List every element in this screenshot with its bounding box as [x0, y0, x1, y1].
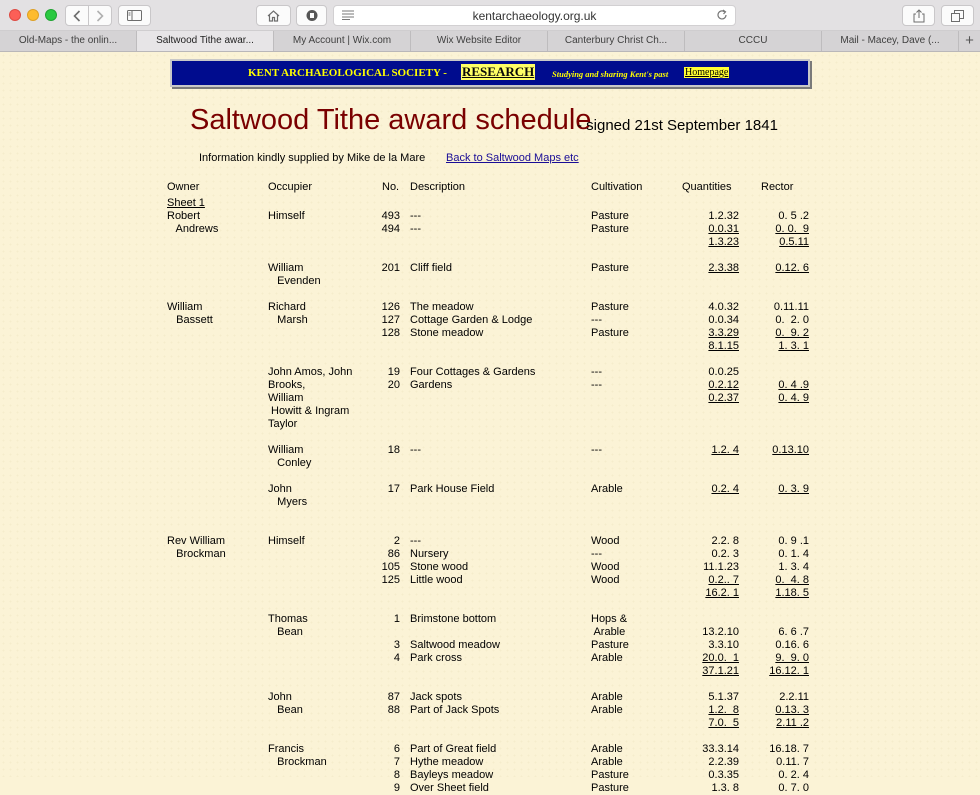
plot-description: Saltwood meadow	[410, 639, 500, 651]
history-nav	[65, 5, 112, 26]
cultivation-type: Arable	[591, 743, 623, 755]
quantity-value: 33.3.14	[702, 743, 739, 755]
cultivation-type: ---	[591, 314, 602, 326]
cultivation-type: Arable	[591, 756, 623, 768]
cultivation-type: Arable	[591, 626, 626, 638]
quantity-value: 37.1.21	[702, 665, 739, 677]
quantity-value: 1.2. 4	[711, 444, 739, 456]
rector-value: 0.11.11	[773, 301, 809, 313]
cultivation-type: Hops &	[591, 613, 628, 625]
rector-value: 0.13. 3	[775, 704, 809, 716]
plot-description: ---	[410, 444, 421, 456]
rector-value: 0. 0. 9	[775, 223, 809, 235]
owner-name: Andrews	[167, 223, 219, 235]
society-tagline: Studying and sharing Kent's past	[552, 69, 669, 79]
occupier-name: Thomas	[268, 613, 308, 625]
quantity-value: 1.2.32	[708, 210, 739, 222]
home-icon	[267, 10, 280, 22]
plot-description: ---	[410, 210, 421, 222]
browser-toolbar	[0, 0, 980, 31]
plot-number: 20	[387, 379, 400, 391]
cultivation-type: Arable	[591, 691, 623, 703]
quantity-value: 5.1.37	[708, 691, 739, 703]
plot-number: 126	[381, 301, 400, 313]
plot-number: 105	[381, 561, 400, 573]
rector-value: 16.18. 7	[769, 743, 809, 755]
plot-number: 9	[393, 782, 400, 794]
rector-value: 2.2.11	[779, 691, 809, 703]
rector-value: 1. 3. 1	[778, 340, 809, 352]
rector-value: 1. 3. 4	[778, 561, 809, 573]
sidebar-toggle-button[interactable]	[118, 5, 151, 26]
quantity-value: 2.3.38	[708, 262, 739, 274]
zoom-window-button[interactable]	[45, 9, 57, 21]
rector-value: 9. 9. 0	[775, 652, 809, 664]
page-content	[0, 52, 980, 794]
plot-number: 494	[381, 223, 400, 235]
plot-number: 7	[393, 756, 400, 768]
cultivation-type: ---	[591, 548, 602, 560]
page-subtitle: - signed 21st September 1841	[577, 117, 778, 134]
quantity-value: 0.0.34	[708, 314, 739, 326]
cultivation-type: ---	[591, 444, 602, 456]
plot-number: 86	[387, 548, 400, 560]
tab-old-maps[interactable]: Old-Maps - the onlin...	[0, 31, 137, 51]
plot-number: 87	[387, 691, 400, 703]
rector-value: 0.11. 7	[776, 756, 809, 768]
plot-number: 125	[381, 574, 400, 586]
plot-description: Little wood	[410, 574, 463, 586]
rector-value: 0. 2. 4	[778, 769, 809, 781]
plot-description: ---	[410, 535, 421, 547]
rector-value: 0. 5 .2	[778, 210, 809, 222]
minimize-window-button[interactable]	[27, 9, 39, 21]
plot-description: Cottage Garden & Lodge	[410, 314, 533, 326]
cultivation-type: Pasture	[591, 327, 629, 339]
cultivation-type: Pasture	[591, 782, 629, 794]
quantity-value: 3.3.10	[708, 639, 739, 651]
home-button[interactable]	[256, 5, 291, 26]
plot-number: 3	[393, 639, 400, 651]
tab-wix-editor[interactable]: Wix Website Editor	[411, 31, 548, 51]
header-description: Description	[410, 181, 466, 193]
header-owner: Owner	[167, 181, 200, 193]
site-banner	[170, 59, 810, 87]
plot-description: Stone meadow	[410, 327, 484, 339]
share-button[interactable]	[902, 5, 935, 26]
quantity-value: 1.3.23	[708, 236, 739, 248]
occupier-name: John	[268, 691, 292, 703]
plot-description: Nursery	[410, 548, 449, 560]
plot-description: Jack spots	[410, 691, 462, 703]
rector-value: 0. 4. 8	[775, 574, 809, 586]
occupier-name: Myers	[268, 496, 308, 508]
tab-mail[interactable]: Mail - Macey, Dave (...	[822, 31, 959, 51]
plot-description: ---	[410, 223, 421, 235]
plot-description: Park cross	[410, 652, 462, 664]
share-icon	[913, 9, 925, 23]
occupier-name: Howitt & Ingram	[268, 405, 350, 417]
plot-description: Hythe meadow	[410, 756, 484, 768]
plot-description: Brimstone bottom	[410, 613, 497, 625]
occupier-name: Francis	[268, 743, 305, 755]
plot-description: Bayleys meadow	[410, 769, 494, 781]
cultivation-type: Pasture	[591, 769, 629, 781]
back-to-maps-link[interactable]: Back to Saltwood Maps etc	[446, 152, 579, 164]
tab-canterbury-christ-church[interactable]: Canterbury Christ Ch...	[548, 31, 685, 51]
cultivation-type: Wood	[591, 574, 620, 586]
occupier-name: Bean	[268, 626, 303, 638]
chevron-left-icon	[73, 10, 81, 22]
occupier-name: Marsh	[268, 314, 308, 326]
plot-description: Park House Field	[410, 483, 495, 495]
occupier-name: Evenden	[268, 275, 321, 287]
rector-value: 0.13.10	[772, 444, 809, 456]
owner-name: William	[167, 301, 203, 313]
quantity-value: 8.1.15	[708, 340, 739, 352]
plot-description: The meadow	[410, 301, 474, 313]
occupier-name: Brooks,	[268, 379, 306, 391]
rector-value: 0.16. 6	[775, 639, 809, 651]
quantity-value: 1.2. 8	[708, 704, 739, 716]
chevron-right-icon	[96, 10, 104, 22]
occupier-name: Taylor	[268, 418, 298, 430]
quantity-value: 0.2.37	[708, 392, 739, 404]
rector-value: 0. 1. 4	[778, 548, 809, 560]
plot-number: 4	[393, 652, 400, 664]
quantity-value: 13.2.10	[702, 626, 739, 638]
quantity-value: 11.1.23	[703, 561, 739, 573]
tab-cccu[interactable]: CCCU	[685, 31, 822, 51]
extension-button[interactable]	[296, 5, 327, 26]
page-title: Saltwood Tithe award schedule	[190, 104, 592, 136]
sheet-label[interactable]: Sheet 1	[167, 197, 205, 209]
occupier-name: William	[268, 392, 304, 404]
plot-number: 8	[393, 769, 400, 781]
reload-icon[interactable]	[716, 9, 728, 21]
quantity-value: 1.3. 8	[711, 782, 739, 794]
close-window-button[interactable]	[9, 9, 21, 21]
cultivation-type: ---	[591, 379, 602, 391]
occupier-name: Richard	[268, 301, 306, 313]
sidebar-icon	[127, 10, 142, 21]
plot-description: Part of Great field	[410, 743, 497, 755]
rector-value: 0. 3. 9	[778, 483, 809, 495]
quantity-value: 3.3.29	[708, 327, 739, 339]
tabs-overview-button[interactable]	[941, 5, 974, 26]
rector-value: 0.5.11	[779, 236, 809, 248]
rector-value: 0. 7. 0	[778, 782, 809, 794]
tab-my-account-wix[interactable]: My Account | Wix.com	[274, 31, 411, 51]
cultivation-type: Arable	[591, 704, 623, 716]
plot-number: 17	[387, 483, 400, 495]
rector-value: 6. 6 .7	[778, 626, 809, 638]
plot-description: Cliff field	[410, 262, 452, 274]
owner-name: Robert	[167, 210, 201, 222]
quantity-value: 16.2. 1	[705, 587, 739, 599]
address-bar[interactable]	[333, 5, 736, 26]
quantity-value: 0.0.31	[708, 223, 739, 235]
plot-description: Gardens	[410, 379, 453, 391]
rector-value: 0. 2. 0	[775, 314, 809, 326]
occupier-name: Himself	[268, 535, 305, 547]
owner-name: Rev William	[167, 535, 226, 547]
cultivation-type: Arable	[591, 483, 623, 495]
cultivation-type: Pasture	[591, 223, 629, 235]
plot-number: 88	[387, 704, 400, 716]
owner-name: Brockman	[167, 548, 226, 560]
cultivation-type: Arable	[591, 652, 623, 664]
plot-number: 201	[381, 262, 400, 274]
back-button[interactable]	[66, 6, 89, 25]
header-quantities: Quantities	[682, 181, 732, 193]
header-rector: Rector	[761, 181, 794, 193]
url-text: kentarchaeology.org.uk	[472, 9, 597, 23]
cultivation-type: Pasture	[591, 639, 629, 651]
quantity-value: 0.3.35	[708, 769, 739, 781]
research-link[interactable]: RESEARCH	[462, 64, 535, 79]
quantity-value: 2.2. 8	[711, 535, 739, 547]
plot-number: 6	[393, 743, 400, 755]
homepage-link[interactable]: Homepage	[685, 67, 729, 78]
header-occupier: Occupier	[268, 181, 313, 193]
cultivation-type: Pasture	[591, 210, 629, 222]
occupier-name: John Amos, John	[268, 366, 353, 378]
header-cultivation: Cultivation	[591, 181, 643, 193]
occupier-name: Brockman	[268, 756, 327, 768]
plot-number: 1	[393, 613, 400, 625]
shield-icon	[306, 9, 318, 22]
quantity-value: 0.2.. 7	[708, 574, 739, 586]
occupier-name: William	[268, 444, 304, 456]
rector-value: 0. 9 .1	[778, 535, 809, 547]
info-text: Information kindly supplied by Mike de la Mare	[199, 152, 426, 164]
plot-description: Over Sheet field	[410, 782, 489, 794]
plot-number: 493	[381, 210, 400, 222]
tab-saltwood-tithe[interactable]: Saltwood Tithe awar...	[137, 31, 274, 51]
quantity-value: 2.2.39	[708, 756, 739, 768]
occupier-name: Himself	[268, 210, 305, 222]
plot-number: 127	[381, 314, 400, 326]
occupier-name: Bean	[268, 704, 303, 716]
plot-description: Four Cottages & Gardens	[410, 366, 536, 378]
new-tab-button[interactable]: +	[965, 32, 974, 49]
cultivation-type: ---	[591, 366, 602, 378]
cultivation-type: Pasture	[591, 301, 629, 313]
cultivation-type: Pasture	[591, 262, 629, 274]
quantity-value: 0.2.12	[708, 379, 739, 391]
plot-description: Part of Jack Spots	[410, 704, 500, 716]
quantity-value: 0.0.25	[708, 366, 739, 378]
header-number: No.	[382, 181, 400, 193]
plot-number: 18	[387, 444, 400, 456]
rector-value: 0. 4. 9	[778, 392, 809, 404]
plot-number: 2	[393, 535, 400, 547]
rector-value: 0. 9. 2	[775, 327, 809, 339]
tab-bar	[0, 31, 980, 52]
rector-value: 0.12. 6	[775, 262, 809, 274]
quantity-value: 0.2. 3	[711, 548, 739, 560]
society-name: KENT ARCHAEOLOGICAL SOCIETY -	[248, 67, 447, 79]
quantity-value: 20.0. 1	[702, 652, 739, 664]
rector-value: 1.18. 5	[775, 587, 809, 599]
occupier-name: Conley	[268, 457, 312, 469]
occupier-name: William	[268, 262, 304, 274]
cultivation-type: Wood	[591, 561, 620, 573]
forward-button[interactable]	[89, 6, 111, 25]
plot-number: 19	[387, 366, 400, 378]
plot-description: Stone wood	[410, 561, 469, 573]
quantity-value: 0.2. 4	[711, 483, 739, 495]
tabs-icon	[951, 10, 964, 22]
quantity-value: 7.0. 5	[708, 717, 739, 729]
occupier-name: John	[268, 483, 292, 495]
cultivation-type: Wood	[591, 535, 620, 547]
rector-value: 16.12. 1	[769, 665, 809, 677]
rector-value: 2.11 .2	[776, 717, 809, 729]
rector-value: 0. 4 .9	[778, 379, 809, 391]
quantity-value: 4.0.32	[708, 301, 739, 313]
owner-name: Bassett	[167, 314, 213, 326]
plot-number: 128	[381, 327, 400, 339]
